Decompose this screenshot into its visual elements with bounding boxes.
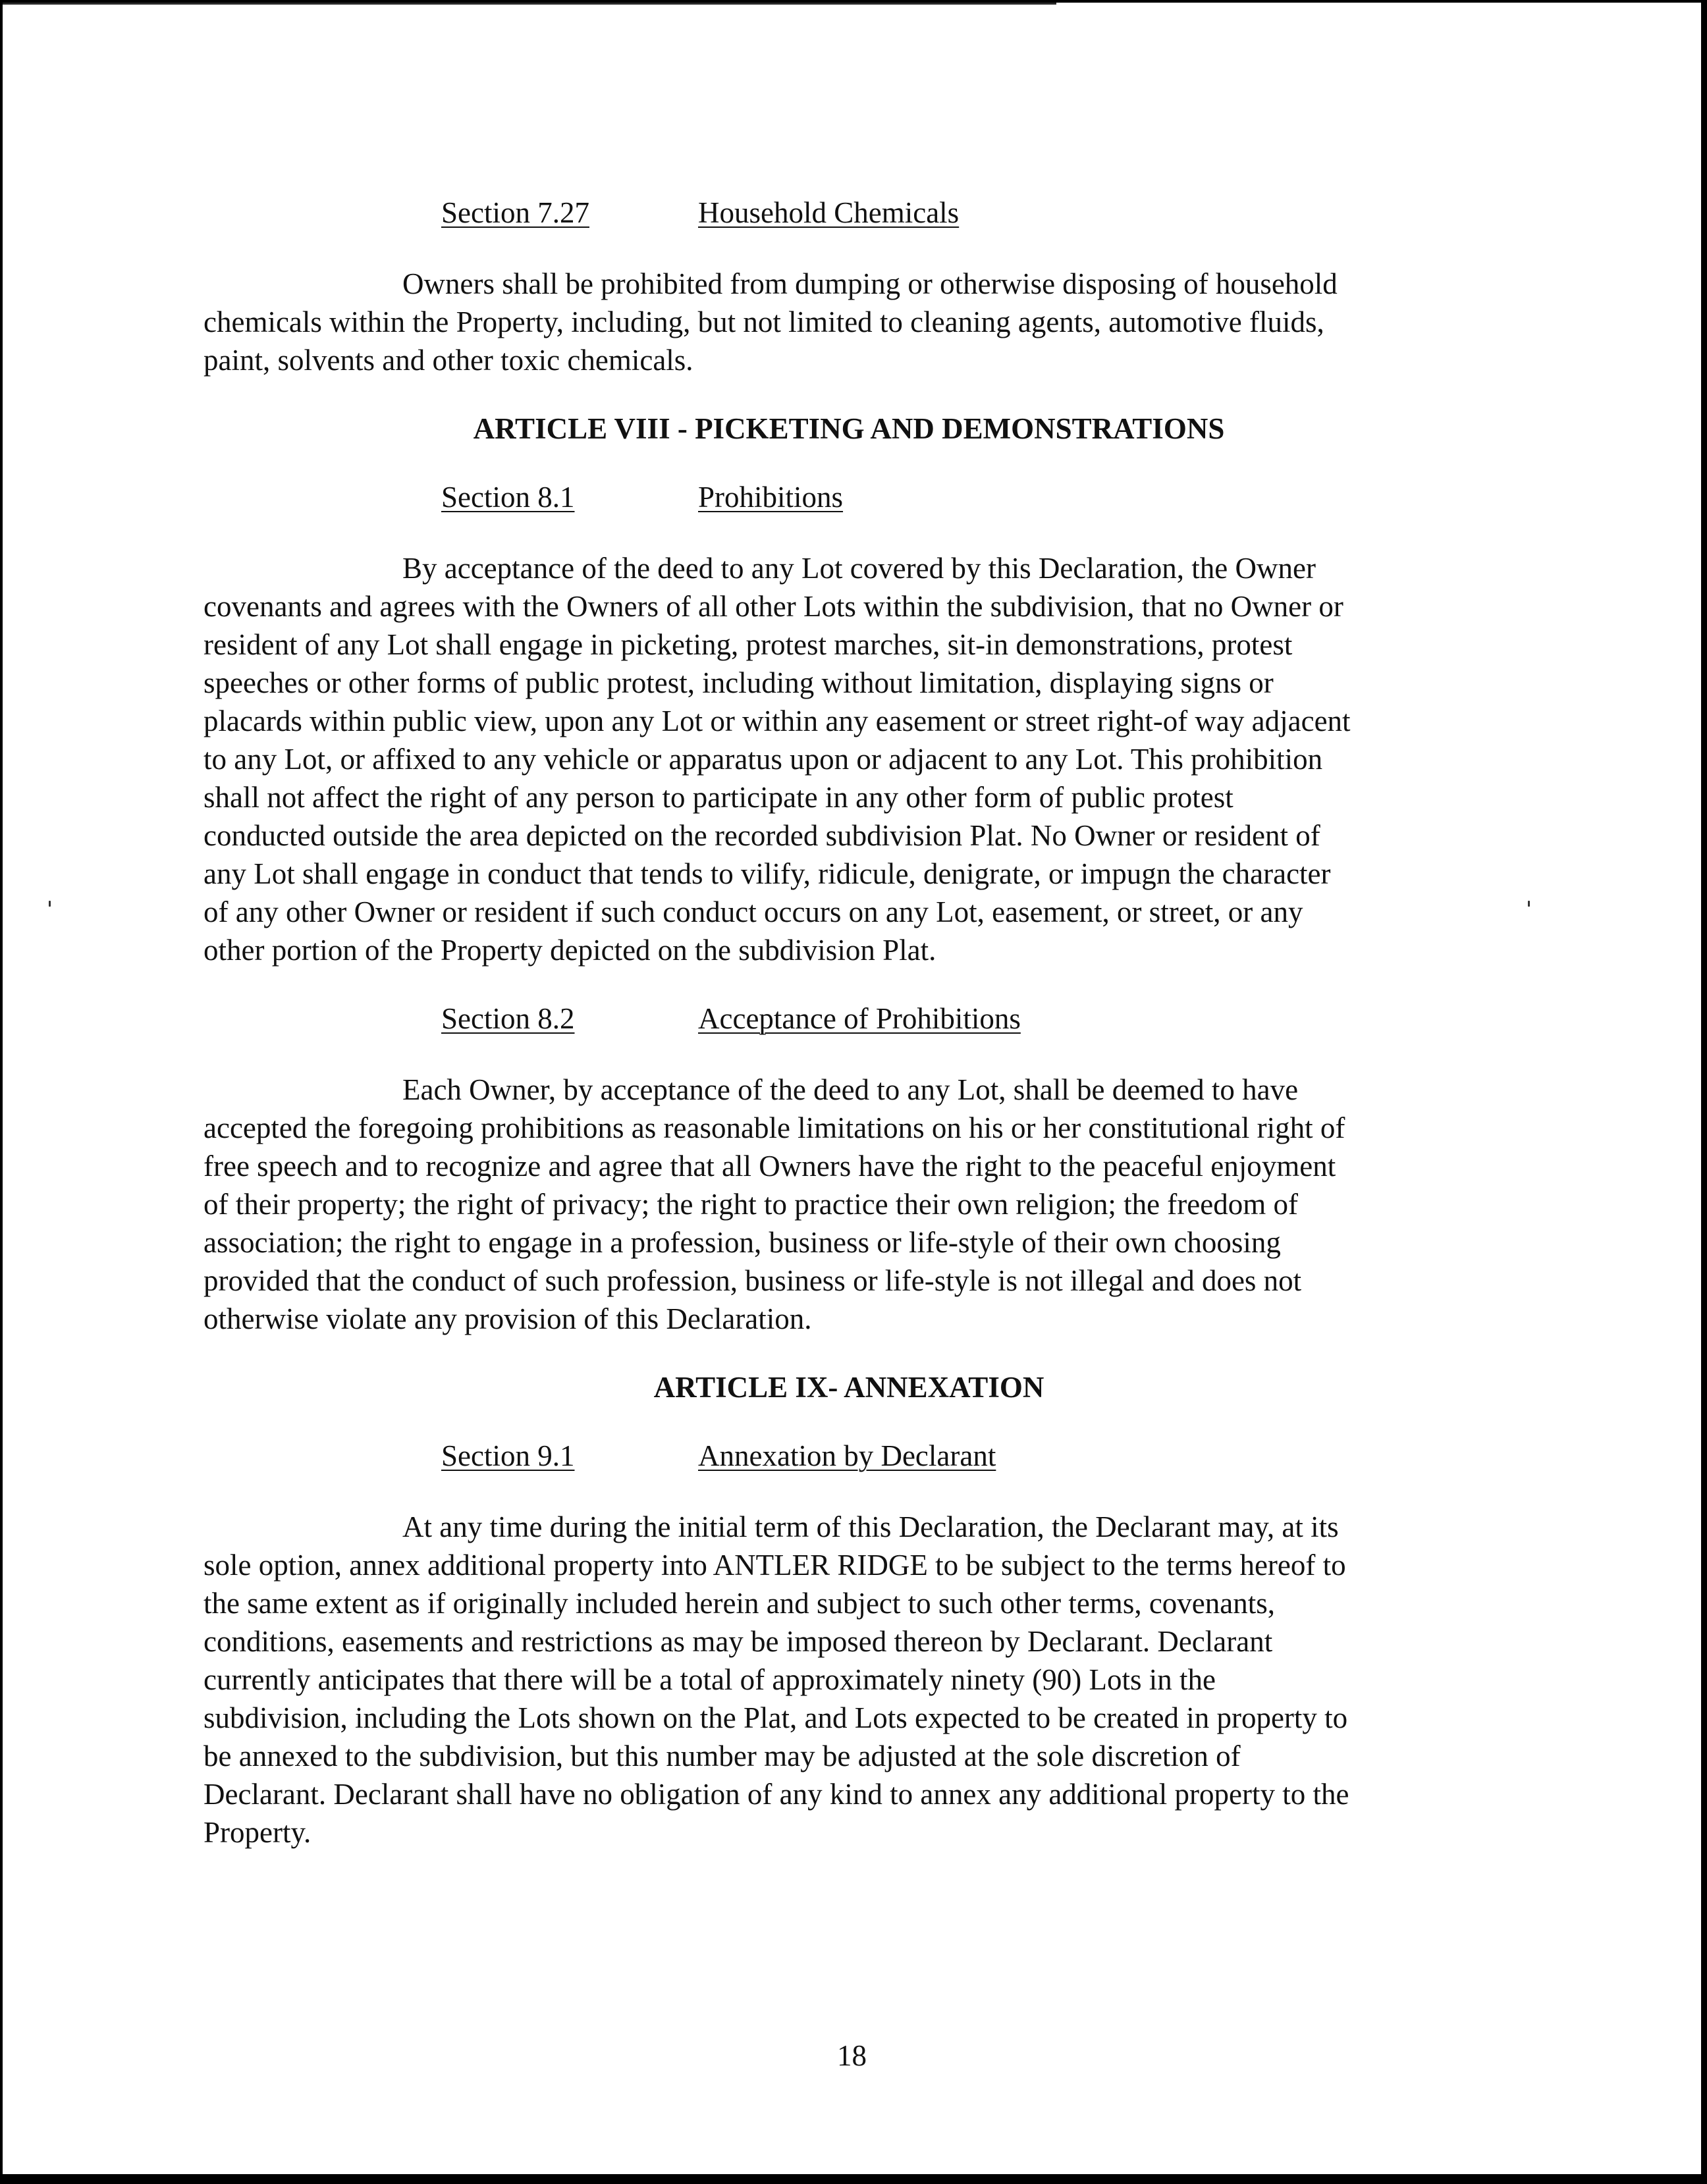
paragraph-line: At any time during the initial term of this Declaration, the Declarant may, at its xyxy=(402,1510,1339,1543)
paragraph-line: the same extent as if originally included herein and subject to such other terms, covenants, xyxy=(203,1587,1276,1620)
paragraph-line: free speech and to recognize and agree that all Owners have the right to the peaceful enjoyment xyxy=(203,1150,1336,1183)
section-title: Prohibitions xyxy=(698,481,844,514)
paragraph-line: Property. xyxy=(203,1816,312,1849)
paragraph-line: of their property; the right of privacy; the right to practice their own religion; the freedom of xyxy=(203,1188,1298,1221)
paragraph-line: placards within public view, upon any Lot or within any easement or street right-of way adjacent xyxy=(203,705,1351,737)
section-title: Household Chemicals xyxy=(698,196,960,229)
paragraph-line: be annexed to the subdivision, but this number may be adjusted at the sole discretion of xyxy=(203,1740,1241,1772)
paragraph-line: association; the right to engage in a profession, business or life-style of their own choosing xyxy=(203,1226,1281,1259)
paragraph-line: subdivision, including the Lots shown on the Plat, and Lots expected to be created in property to xyxy=(203,1701,1348,1734)
paragraph-line: Each Owner, by acceptance of the deed to any Lot, shall be deemed to have xyxy=(402,1073,1299,1106)
paragraph-line: sole option, annex additional property into ANTLER RIDGE to be subject to the terms hereof to xyxy=(203,1549,1346,1582)
scan-edge-line xyxy=(3,3,1056,5)
section-7-27-paragraph xyxy=(203,265,1494,379)
section-number: Section 8.2 xyxy=(441,1002,575,1035)
section-8-2-paragraph xyxy=(203,1071,1494,1338)
paragraph-line: otherwise violate any provision of this Declaration. xyxy=(203,1302,812,1335)
paragraph-line: conditions, easements and restrictions as may be imposed thereon by Declarant. Declarant xyxy=(203,1625,1273,1658)
paragraph-line: of any other Owner or resident if such conduct occurs on any Lot, easement, or street, or any xyxy=(203,895,1303,928)
scan-speck xyxy=(1528,901,1530,907)
paragraph-line: currently anticipates that there will be a total of approximately ninety (90) Lots in the xyxy=(203,1663,1216,1696)
paragraph-line: paint, solvents and other toxic chemicals. xyxy=(203,344,693,377)
paragraph-line: speeches or other forms of public protest, including without limitation, displaying signs or xyxy=(203,666,1274,699)
section-9-1-paragraph xyxy=(203,1508,1494,1851)
paragraph-line: Declarant. Declarant shall have no obligation of any kind to annex any additional property to the xyxy=(203,1778,1349,1811)
section-9-1-heading xyxy=(203,1437,1494,1475)
section-number: Section 8.1 xyxy=(441,481,575,514)
section-title: Acceptance of Prohibitions xyxy=(698,1002,1021,1035)
article-ix-heading: ARTICLE IX- ANNEXATION xyxy=(653,1371,1044,1404)
article-viii-heading: ARTICLE VIII - PICKETING AND DEMONSTRATIONS xyxy=(473,412,1225,445)
paragraph-line: conducted outside the area depicted on the recorded subdivision Plat. No Owner or resident of xyxy=(203,819,1320,852)
paragraph-line: chemicals within the Property, including, but not limited to cleaning agents, automotive fluids, xyxy=(203,306,1324,338)
paragraph-line: to any Lot, or affixed to any vehicle or apparatus upon or adjacent to any Lot. This prohibition xyxy=(203,743,1323,776)
paragraph-line: any Lot shall engage in conduct that tends to vilify, ridicule, denigrate, or impugn the character xyxy=(203,857,1331,890)
section-number: Section 7.27 xyxy=(441,196,589,229)
section-number: Section 9.1 xyxy=(441,1439,575,1472)
page-number: 18 xyxy=(837,2039,867,2072)
document-body xyxy=(203,194,1494,1851)
section-7-27-heading xyxy=(203,194,1494,232)
paragraph-line: By acceptance of the deed to any Lot covered by this Declaration, the Owner xyxy=(402,552,1316,585)
section-8-1-heading xyxy=(203,478,1494,516)
scan-speck xyxy=(49,901,51,907)
paragraph-line: other portion of the Property depicted on the subdivision Plat. xyxy=(203,934,936,967)
paragraph-line: accepted the foregoing prohibitions as reasonable limitations on his or her constitutional right of xyxy=(203,1111,1345,1144)
paragraph-line: resident of any Lot shall engage in picketing, protest marches, sit-in demonstrations, protest xyxy=(203,628,1293,661)
section-8-2-heading xyxy=(203,999,1494,1038)
paragraph-line: provided that the conduct of such profession, business or life-style is not illegal and does not xyxy=(203,1264,1302,1297)
paragraph-line: Owners shall be prohibited from dumping or otherwise disposing of household xyxy=(402,267,1338,300)
paragraph-line: covenants and agrees with the Owners of all other Lots within the subdivision, that no Owner or xyxy=(203,590,1343,623)
document-page xyxy=(3,3,1701,2174)
section-8-1-paragraph xyxy=(203,549,1494,969)
paragraph-line: shall not affect the right of any person to participate in any other form of public protest xyxy=(203,781,1233,814)
section-title: Annexation by Declarant xyxy=(698,1439,996,1472)
